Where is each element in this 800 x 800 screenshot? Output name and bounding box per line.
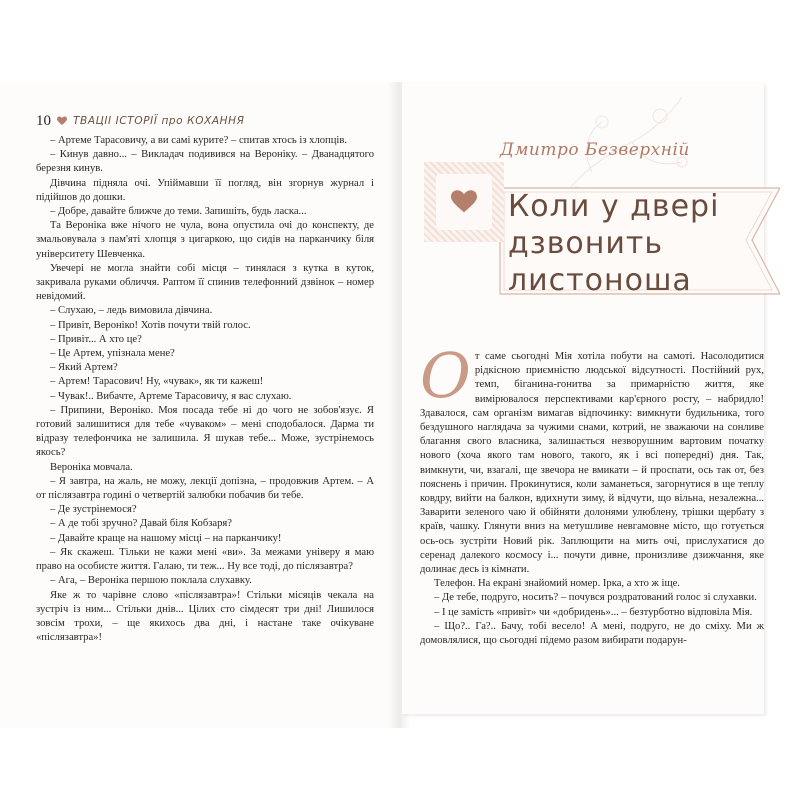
running-head — [36, 112, 376, 130]
heart-icon — [451, 190, 477, 214]
paragraph: – Де тебе, подруго, носить? – почувся роздратований голос зі слухавки. — [434, 592, 757, 604]
paragraph: – Привіт... А хто це? — [50, 333, 142, 345]
paragraph: Увечері не могла знайти собі місця – тинялася з кутка в куток, закривала руками обличчя. Раптом її спинив телефонний дзвінок – номер невідомий. — [36, 262, 374, 303]
right-page-text — [420, 339, 764, 648]
paragraph: – Припини, Вероніко. Моя посада тебе ні до чого не зобов'язує. Я готовий залишитися для тебе «чуваком» – мені сподобалося. Дарма ти відразу телефончика не залишила. Я шукав тебе... Може, зустрінемось якось? — [36, 404, 374, 459]
paragraph: – Чувак!.. Вибачте, Артеме Тарасовичу, я вас слухаю. — [50, 390, 292, 402]
paragraph: – Привіт, Вероніко! Хотів почути твій голос. — [50, 319, 251, 331]
paragraph: – А де тобі зручно? Давай біля Кобзаря? — [50, 518, 232, 530]
heart-badge — [424, 162, 504, 242]
paragraph: – Де зустрінемося? — [50, 504, 137, 516]
heart-badge-inner — [436, 174, 492, 230]
paragraph: – Слухаю, – ледь вимовила дівчина. — [50, 305, 213, 317]
paragraph: – Це Артем, упізнала мене? — [50, 348, 175, 360]
paragraph: – Добре, давайте ближче до теми. Запишіть, будь ласка... — [50, 206, 307, 218]
paragraph: – Я завтра, на жаль, не можу, лекції допізна, – продовжив Артем. – А от післязавтра годині о четвертій залюбки побачив би тебе. — [36, 475, 374, 502]
paragraph: – Артем! Тарасович! Ну, «чувак», як ти кажеш! — [50, 376, 264, 388]
story-title — [508, 188, 758, 299]
heart-icon — [57, 116, 67, 126]
drop-cap: О — [420, 339, 471, 412]
paragraph: – Що?.. Га?.. Бачу, тобі весело! А мені, подруго, не до сміху. Ми ж домовлялися, що сьогодні підемо разом вибирати подарун- — [420, 620, 764, 647]
left-page-text — [36, 134, 374, 645]
paragraph: – Кинув давно... – Викладач подивився на Вероніку. – Дванадцятого березня кинув. — [36, 149, 374, 175]
paragraph: Яке ж то чарівне слово «післязавтра»! Стільки місяців чекала на зустріч із ним... Стільки днів... Цілих сто сімдесят три дні! Лишилося зовсім трохи, – ще якихось два дні, і настане таке очікуване «післязавтра»! — [36, 589, 374, 644]
running-title: ТВАЦІІ ІСТОРІЇ про КОХАННЯ — [73, 115, 245, 127]
story-author: Дмитро Безверхній — [500, 140, 690, 160]
first-paragraph — [420, 339, 764, 577]
first-paragraph-text: т саме сьогодні Мія хотіла побути на самоті. Насолодитися рідкісною приємністю людської відсутності. Постійний рух, темп, біганина-гонитва за примарністю життя, яке вимірювалося перспективами кар'єрного росту, – набридло! Здавалося, сам організм вимагав відпочинку: вимкнути будильника, того бездушного наглядача за чужими снами, котрий, не зважаючи на сонливе благання свого власника, залишається незворушним вартовим початку нового (хоча якого там нового, такого, як і всі попередні) дня. Так, вимкнути, чи, взагалі, ще звечора не вмикати – й проспати, ось так от, без пояснень і причин. Прокинутися, коли заманеться, загорнутися в ще теплу ковдру, вийти на балкон, вдихнути зиму, й відчути, що вільна, незалежна... Заварити зеленого чаю й обійняти долонями улюблену, трішки щербату з країв, чашку. Глянути вниз на метушливе невгамовне місто, що готується ось-ось зустріти Новий рік. Заплющити на мить очі, прислухатися до серенад далекого космосу і... почути дивне, пронизливе дзижчання, яке долинає десь із кімнати. — [420, 351, 764, 576]
paragraph: – Ага, – Вероніка першою поклала слухавку. — [50, 575, 252, 587]
story-title-line: Коли у двері — [508, 189, 720, 224]
story-title-line: листоноша — [508, 263, 692, 298]
paragraph: Вероніка мовчала. — [50, 461, 133, 473]
story-title-line: дзвонить — [508, 226, 663, 261]
paragraph: Дівчина підняла очі. Упіймавши її погляд, він згорнув журнал і підійшов до дошки. — [36, 177, 374, 203]
paragraph: Телефон. На екрані знайомий номер. Ірка, а хто ж іще. — [434, 578, 680, 590]
paragraph: Та Вероніка вже нічого не чула, вона опустила очі до конспекту, де змальовувала з пам'яті хлопця з цигаркою, що сидів на парканчику біля університету Шевченка. — [36, 220, 374, 260]
page-number: 10 — [36, 112, 51, 129]
paragraph: – Артеме Тарасовичу, а ви самі курите? – спитав хтось із хлопців. — [50, 135, 347, 146]
paragraph: – І це замість «привіт» чи «добридень»... – безтурботно відповіла Мія. — [434, 606, 753, 618]
paragraph: – Давайте краще на нашому місці – на парканчику! — [50, 532, 282, 544]
paragraph: – Який Артем? — [50, 362, 118, 374]
paragraph: – Як скажеш. Тільки не кажи мені «ви». За межами універу я маю право на особисте життя. Галаю, ти теж... Ну все тоді, до післязавтра? — [36, 546, 374, 573]
